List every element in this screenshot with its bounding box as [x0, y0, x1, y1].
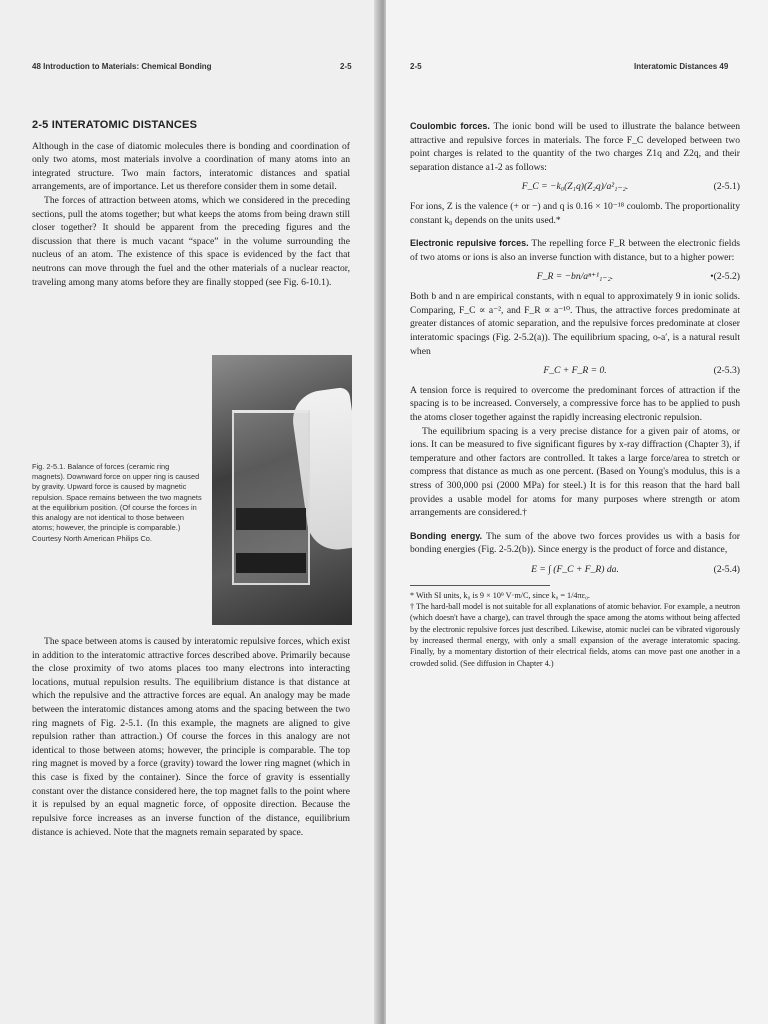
footnote-rule	[410, 585, 550, 586]
paragraph-3: The space between atoms is caused by interatomic repulsive forces, which exist in addition to the interatomic attractive forces described above. Primarily because the close proximity of two atoms places too many electrons into interacting locations, mutual repulsion results. The equilibrium distance is that distance at which the repulsive and the attractive forces are equal. An analogy may be made between the interatomic distances among atoms and the spacing between the two ring magnets of Fig. 2-5.1. (In this example, the magnets are aligned to give repulsion rather than attraction.) Of course the forces in this analogy are not identical to those between atoms; however, the principle is comparable. The top ring magnet is moved by a force (gravity) toward the lower ring magnet (which in this case is fixed by the container). Since the force of gravity is essentially constant over the distance considered here, the top magnet falls to the point where it is repulsed by an equal magnetic force, of opposite direction. Because the repulsive force increases as an inverse function of the distance, equilibrium distance is achieved. Note that the magnets remain separated by space.	[32, 636, 350, 838]
bonding-heading: Bonding energy.	[410, 530, 483, 541]
paragraph-2: The forces of attraction between atoms, which we considered in the preceding sections, pull the atoms together; but what keeps the atoms from being drawn still closer together? It should be apparent from the preceding figures and the discussion that there is much vacant “space” in the volume surrounding the nucleus of an atom. The existence of this space is evidenced by the fact that neutrons can move through the fuel and the other materials of a nuclear reactor, traveling among many atoms before they are finally stopped (see Fig. 6-10.1).	[32, 195, 350, 288]
ions-text: For ions, Z is the valence (+ or −) and q is 0.16 × 10⁻¹⁸ coulomb. The proportionality constant k₀ depends on the units used.*	[410, 201, 740, 226]
left-bottom-text	[32, 635, 350, 839]
figure-caption: Fig. 2-5.1. Balance of forces (ceramic ring magnets). Downward force on upper ring is caused by gravity. Upward force is caused by magnetic repulsion. Space remains between the two magnets at the equilibrium position. (Of course the forces in this analogy are not identical to those between atoms; however, the principle is comparable.) Courtesy North American Philips Co.	[32, 462, 202, 543]
footnote-1: * With SI units, k₀ is 9 × 10⁹ V·m/C, since k₀ = 1/4πε₀.	[410, 590, 590, 600]
lower-ring-magnet	[236, 553, 306, 573]
equation-2-5-4: E = ∫ (F_C + F_R) da. (2-5.4)	[531, 564, 740, 576]
right-text	[410, 120, 740, 669]
both-text: Both b and n are empirical constants, with n equal to approximately 9 in ionic solids. Comparing, F_C ∝ a⁻², and F_R ∝ a⁻¹⁰. Thus, the attractive forces predominate at greater distances of atomic separation, and the repulsive forces predominate at closer interatomic spacings (Fig. 2-5.2(a)). The equilibrium spacing, o-a′, is a natural result when	[410, 291, 740, 357]
upper-ring-magnet	[236, 508, 306, 530]
equation-number: (2-5.4)	[713, 564, 740, 576]
equilibrium-text: The equilibrium spacing is a very precise distance for a given pair of atoms, or ions. It can be measured to five significant figures by x-ray diffraction (Chapter 3), if temperature and other factors are controlled. It takes a large force/area to stretch or compress that distance as much as one percent. (Based on Young's modulus, this is a stress of 300,000 psi (2000 MPa) for steel.) It is for this reason that the hard ball provides a usable model for atoms for many purposes where strength or atom arrangements are considered.†	[410, 425, 740, 519]
left-top-text	[32, 118, 350, 289]
left-running-head-section: 2-5	[340, 62, 352, 71]
right-page	[386, 0, 768, 1024]
bonding-text: The sum of the above two forces provides us with a basis for bonding energies (Fig. 2-5.2(b)). Since energy is the product of force and distance,	[410, 530, 740, 556]
coulombic-heading: Coulombic forces.	[410, 121, 490, 131]
footnote-2: † The hard-ball model is not suitable for all explanations of atomic behavior. For example, a neutron (which doesn't have a charge), can travel through the space among the atoms without being affected by the electronic repulsive forces just described. Likewise, atomic nuclei can be vibrated vigorously by increased thermal energy, with only a small expansion of the average interatomic spacing. Finally, by a momentary distortion of their electrical fields, atoms can move past one another in a crowded solid. (See diffusion in Chapter 4.)	[410, 601, 740, 668]
section-title: 2-5 INTERATOMIC DISTANCES	[32, 119, 198, 131]
coulombic-text: The ionic bond will be used to illustrate the balance between attractive and repulsive forces in materials. The force F_C developed between two point charges is related to the quantity of the two charges Z1q and Z2q, and their separation distance a1-2 as follows:	[410, 121, 740, 173]
figure-photo-ring-magnets	[212, 355, 352, 625]
equation-2-5-3: F_C + F_R = 0. (2-5.3)	[543, 365, 740, 377]
equation-2-5-1: F_C = −k₀(Z₁q)(Z₂q)/a²₁₋₂. (2-5.1)	[521, 181, 740, 193]
tension-text: A tension force is required to overcome the predominant forces of attraction if the spacing is to be increased. Conversely, a compressive force has to be applied to push the atoms closer together against the rapidly increasing electronic repulsion.	[410, 384, 740, 423]
equation-number: (2-5.1)	[713, 181, 740, 193]
paragraph-1: Although in the case of diatomic molecules there is bonding and coordination of only two atoms, most materials involve a coordination of many atoms into an integrated structure. Two main factors, interatomic distances and spatial arrangements, are of importance. Let us therefore consider them in some detail.	[32, 140, 350, 193]
electronic-heading: Electronic repulsive forces.	[410, 238, 529, 249]
right-running-head-section: 2-5	[410, 62, 422, 71]
right-running-head: Interatomic Distances 49	[634, 62, 729, 71]
electronic-text: The repelling force F_R between the electronic fields of two atoms or ions is also an inverse function with distance, but to a higher power:	[410, 238, 740, 263]
equation-number: (2-5.3)	[713, 365, 740, 377]
equation-number: •(2-5.2)	[710, 271, 740, 283]
equation-2-5-2: F_R = −bn/aⁿ⁺¹₁₋₂. •(2-5.2)	[536, 271, 740, 283]
beaker-shape	[232, 410, 310, 585]
left-running-head: 48 Introduction to Materials: Chemical Bonding	[32, 62, 212, 71]
left-page	[0, 0, 382, 1024]
